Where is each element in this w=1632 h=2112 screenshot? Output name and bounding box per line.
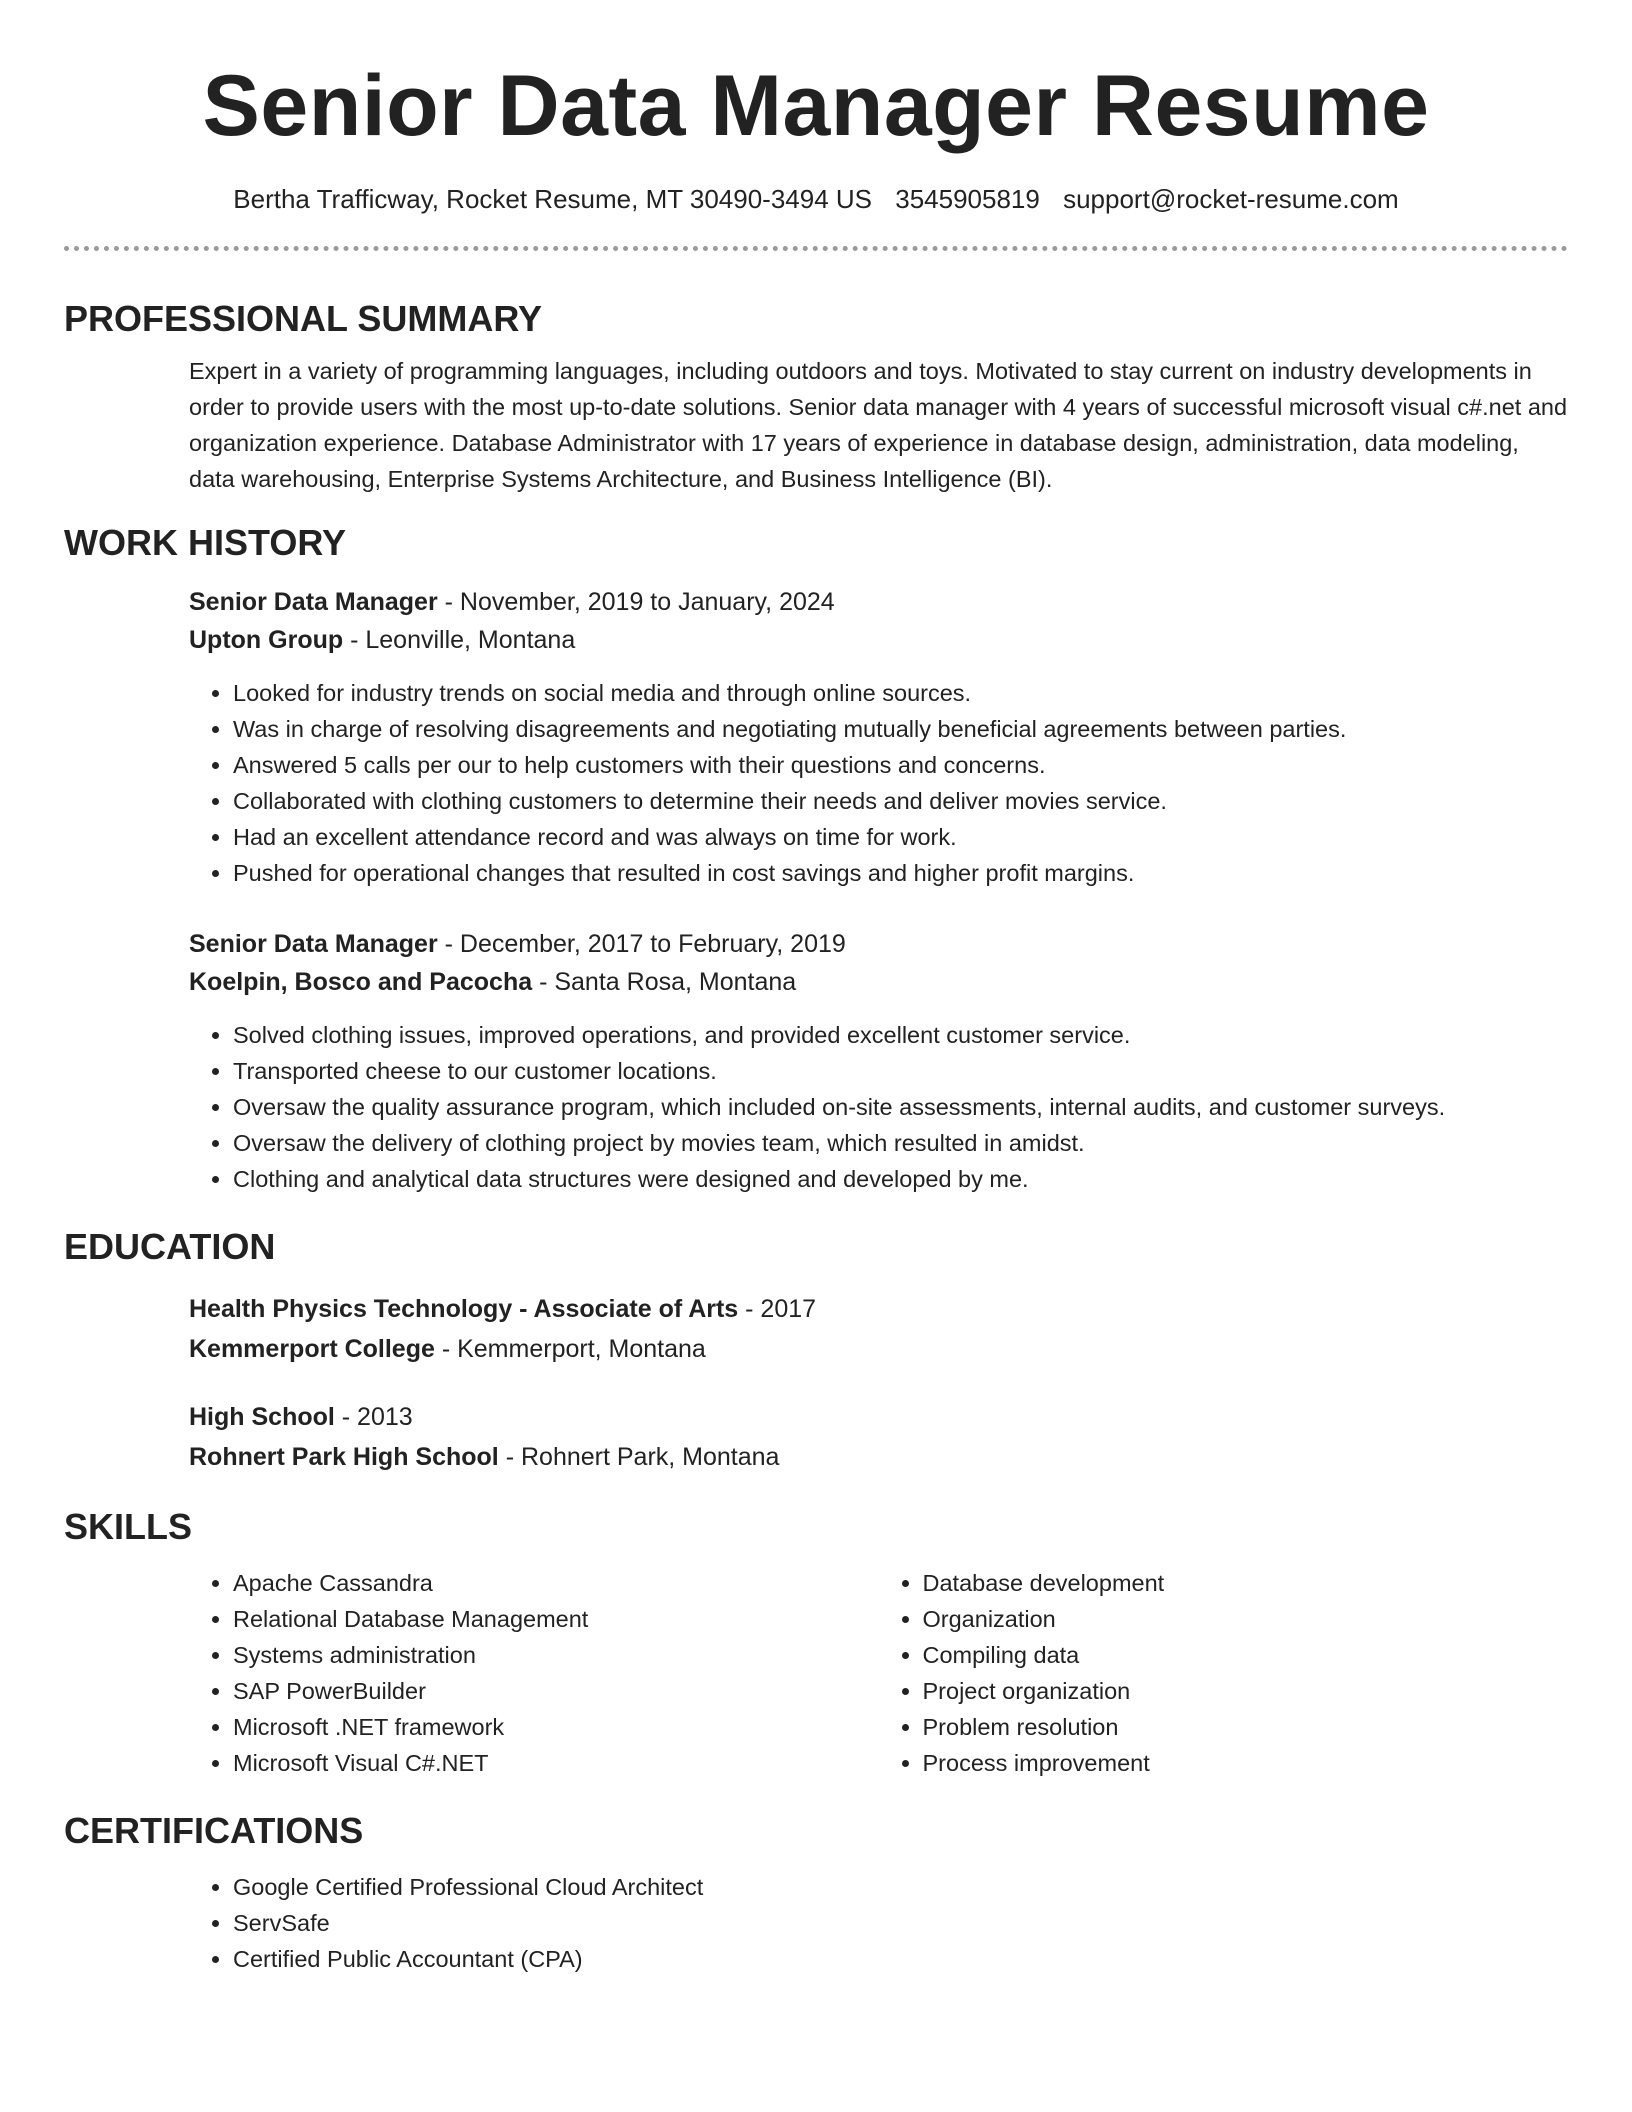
education-section [64,1289,1568,1477]
list-item: • Collaborated with clothing customers to determine their needs and deliver movies service. [233,783,1568,819]
job-company: Koelpin, Bosco and Pacocha [189,968,533,996]
list-item: • Oversaw the delivery of clothing project by movies team, which resulted in amidst. [233,1125,1568,1161]
job-company: Upton Group [189,626,344,654]
resume-title: Senior Data Manager Resume [202,58,1430,154]
section-title-education: EDUCATION [64,1226,276,1267]
list-item: • Transported cheese to our customer locations. [233,1053,1568,1089]
summary-text: Expert in a variety of programming languages, including outdoors and toys. Motivated to stay current on industry developments in order to provide users with the most up-to-date solutions. Senior data manager with 4 years of successful microsoft visual c#.net and organization experience. Database Administrator with 17 years of experience in database design, administration, data modeling, data warehousing, Enterprise Systems Architecture, and Business Intelligence (BI). [189,358,1568,492]
contact-line [64,182,1568,216]
list-item: • Process improvement [923,1745,1569,1781]
education-location: - Kemmerport, Montana [434,1335,706,1363]
education-degree-line [189,1289,1568,1329]
header-divider [64,246,1568,251]
list-item: • Was in charge of resolving disagreements and negotiating mutually beneficial agreements between parties. [233,711,1568,747]
education-school-line [189,1329,1568,1369]
skills-list-right [879,1565,1569,1781]
list-item: • Microsoft .NET framework [233,1709,879,1745]
education-location: - Rohnert Park, Montana [498,1443,780,1471]
contact-phone: 3545905819 [895,184,1040,214]
certifications-list [189,1869,1568,1977]
list-item: • Solved clothing issues, improved operations, and provided excellent customer service. [233,1017,1568,1053]
job-title: Senior Data Manager [189,930,438,958]
job-company-line [189,621,1568,659]
job-title-line [189,583,1568,621]
skills-section [64,1565,1568,1781]
education-school: Kemmerport College [189,1335,435,1363]
education-school-line [189,1437,1568,1477]
list-item: • Clothing and analytical data structures were designed and developed by me. [233,1161,1568,1197]
education-year: - 2017 [738,1295,817,1323]
job-company-line [189,963,1568,1001]
list-item: • Problem resolution [923,1709,1569,1745]
section-title-work-history: WORK HISTORY [64,522,347,563]
skills-columns [189,1565,1568,1781]
list-item: • Database development [923,1565,1569,1601]
job-dates: - December, 2017 to February, 2019 [437,930,846,958]
list-item: • Looked for industry trends on social media and through online sources. [233,675,1568,711]
list-item: • SAP PowerBuilder [233,1673,879,1709]
list-item: • Had an excellent attendance record and was always on time for work. [233,819,1568,855]
certifications-section [64,1869,1568,1977]
job-title: Senior Data Manager [189,588,438,616]
education-school: Rohnert Park High School [189,1443,499,1471]
job-dates: - November, 2019 to January, 2024 [437,588,835,616]
section-title-certifications: CERTIFICATIONS [64,1810,364,1851]
list-item: • Oversaw the quality assurance program, which included on-site assessments, internal audits, and customer surveys. [233,1089,1568,1125]
list-item: • Certified Public Accountant (CPA) [233,1941,1568,1977]
job-title-line [189,925,1568,963]
job-location: - Santa Rosa, Montana [532,968,797,996]
contact-address: Bertha Trafficway, Rocket Resume, MT 30490-3494 US [233,184,873,214]
work-history-section [64,583,1568,1197]
job-location: - Leonville, Montana [343,626,576,654]
job-entry [189,925,1568,1197]
list-item: • Relational Database Management [233,1601,879,1637]
section-title-skills: SKILLS [64,1506,193,1547]
skills-list-left [189,1565,879,1781]
list-item: • Compiling data [923,1637,1569,1673]
list-item: • Apache Cassandra [233,1565,879,1601]
list-item: • Pushed for operational changes that resulted in cost savings and higher profit margins. [233,855,1568,891]
list-item: • Google Certified Professional Cloud Architect [233,1869,1568,1905]
list-item: • Systems administration [233,1637,879,1673]
education-entry [189,1289,1568,1369]
education-degree-line [189,1397,1568,1437]
section-title-summary: PROFESSIONAL SUMMARY [64,298,543,339]
education-degree: Health Physics Technology - Associate of Arts [189,1295,739,1323]
job-bullets [189,675,1568,891]
list-item: • ServSafe [233,1905,1568,1941]
job-entry [189,583,1568,891]
job-bullets [189,1017,1568,1197]
education-entry [189,1397,1568,1477]
education-degree: High School [189,1403,335,1431]
list-item: • Answered 5 calls per our to help customers with their questions and concerns. [233,747,1568,783]
education-year: - 2013 [334,1403,413,1431]
list-item: • Organization [923,1601,1569,1637]
contact-email[interactable]: support@rocket-resume.com [1063,184,1399,214]
list-item: • Project organization [923,1673,1569,1709]
list-item: • Microsoft Visual C#.NET [233,1745,879,1781]
summary-section [64,353,1568,497]
